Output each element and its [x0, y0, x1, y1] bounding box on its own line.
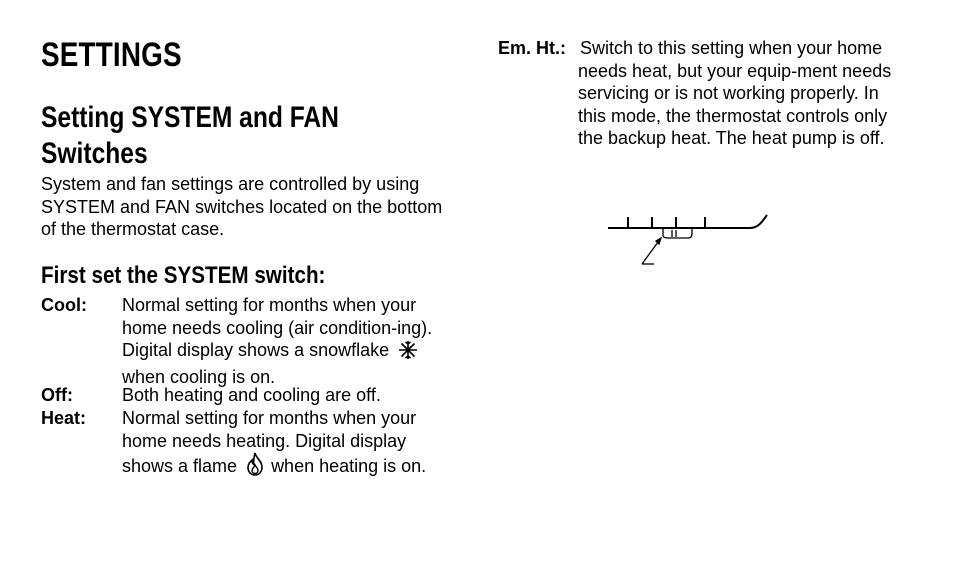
off-term: Off: — [41, 385, 73, 405]
heat-text-before: Normal setting for months when your home needs heating. Digital display shows a flame — [122, 408, 417, 476]
intro-paragraph: System and fan settings are controlled by using SYSTEM and FAN switches located on the bottom of the thermostat case. — [41, 174, 443, 239]
page-title: SETTINGS — [41, 36, 182, 74]
switch-lever — [663, 228, 692, 238]
heat-term: Heat: — [41, 408, 87, 428]
cool-text-after: when cooling is on. — [122, 366, 276, 387]
heat-definition — [122, 407, 462, 482]
snowflake-icon — [397, 340, 419, 366]
system-switch-heading: First set the SYSTEM switch: — [41, 262, 326, 289]
cool-text-before: Normal setting for months when your home needs cooling (air condition-ing). Digital display shows a snowflake — [122, 295, 433, 360]
section-heading — [41, 100, 339, 172]
pointer-arrow — [642, 238, 661, 264]
switch-track-curve — [750, 215, 767, 228]
off-definition: Both heating and cooling are off. — [122, 385, 381, 405]
section-heading-text: Setting SYSTEM and FAN Switches — [41, 101, 339, 170]
cool-definition — [122, 294, 462, 388]
em-ht-term: Em. Ht.: — [498, 38, 567, 58]
flame-icon — [245, 452, 265, 482]
cool-term: Cool: — [41, 295, 87, 315]
em-ht-definition: Switch to this setting when your home needs heat, but your equip-ment needs servicing or is not working properly. In this mode, the thermostat controls only the backup heat. The heat pump is off. — [578, 38, 892, 148]
system-switch-diagram — [600, 205, 780, 275]
heat-text-after: when heating is on. — [271, 456, 427, 476]
